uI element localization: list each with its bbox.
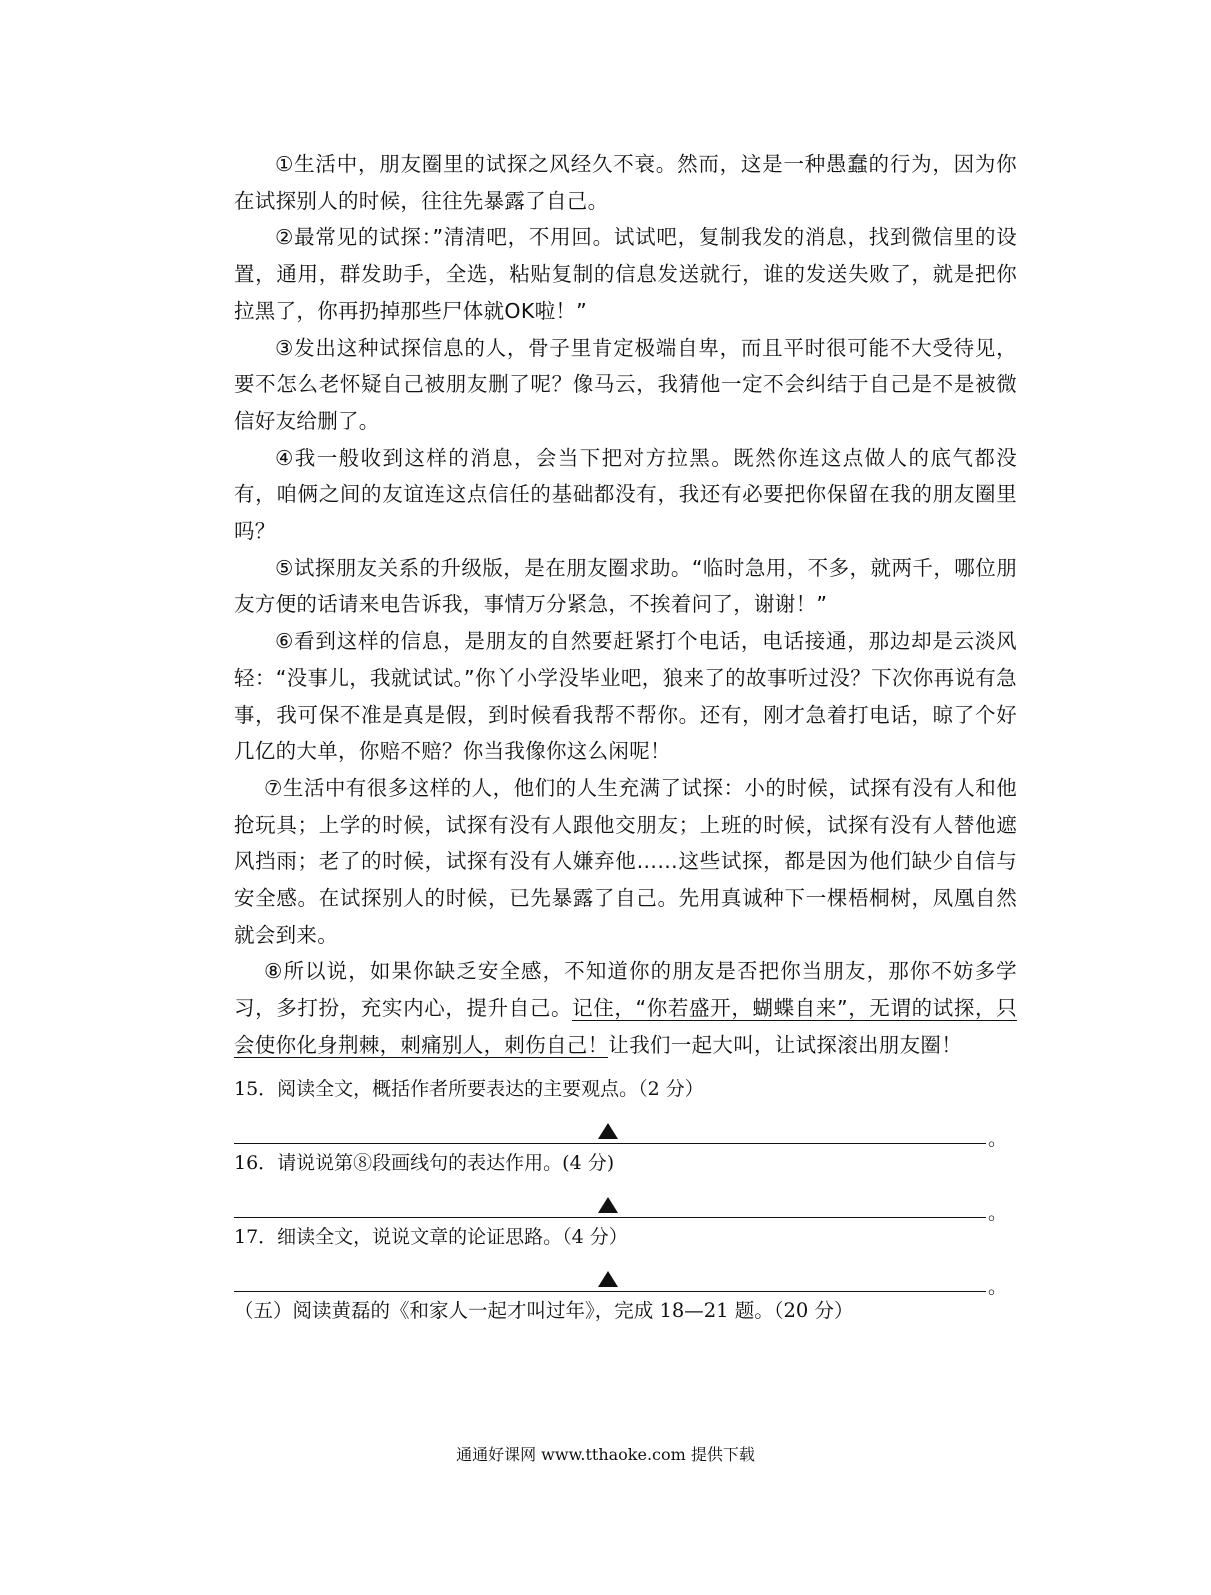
answer-underline [234, 1143, 986, 1144]
paragraph-8 [234, 953, 1017, 1063]
paragraph-5: ⑤试探朋友关系的升级版，是在朋友圈求助。“临时急用，不多，就两千，哪位朋友方便的话请来电告诉我，事情万分紧急，不挨着问了，谢谢！” [234, 555, 1017, 617]
question-17 [234, 1223, 1008, 1298]
paragraph-3: ③发出这种试探信息的人，骨子里肯定极端自卑，而且平时很可能不大受待见，要不怎么老怀疑自己被朋友删了呢？像马云，我猜他一定不会纠结于自己是不是被微信好友给删了。 [234, 335, 1017, 433]
paragraph-7: ⑦生活中有很多这样的人，他们的人生充满了试探：小的时候，试探有没有人和他抢玩具；上学的时候，试探有没有人跟他交朋友；上班的时候，试探有没有人替他遮风挡雨；老了的时候，试探有没有人嫌弃他……这些试探，都是因为他们缺少自信与安全感。在试探别人的时候，已先暴露了自己。先用真诚种下一棵梧桐树，凤凰自然就会到来。 [234, 775, 1017, 947]
end-punctuation: 。 [988, 1276, 1008, 1298]
answer-underline [234, 1291, 986, 1292]
section-five-heading: （五）阅读黄磊的《和家人一起才叫过年》，完成 18—21 题。（20 分） [234, 1299, 854, 1322]
question-prompt: 17．细读全文，说说文章的论证思路。（4 分） [234, 1226, 628, 1248]
answer-line[interactable] [234, 1177, 1008, 1224]
underlined-sentence: 记住，“你若盛开，蝴蝶自来”，无谓的试探，只会使你化身荆棘，刺痛别人，刺伤自己！ [234, 996, 1017, 1057]
question-prompt: 16．请说说第⑧段画线句的表达作用。(4 分) [234, 1152, 615, 1174]
paragraph-6: ⑥看到这样的信息，是朋友的自然要赶紧打个电话，电话接通，那边却是云淡风轻：“没事儿，我就试试。”你丫小学没毕业吧，狼来了的故事听过没？下次你再说有急事，我可保不准是真是假，到时候看我帮不帮你。还有，刚才急着打电话，晾了个好几亿的大单，你赔不赔？你当我像你这么闲呢！ [234, 629, 1017, 764]
answer-line[interactable] [234, 1103, 1008, 1150]
answer-underline [234, 1217, 986, 1218]
question-16 [234, 1149, 1008, 1224]
question-list [234, 1075, 1008, 1298]
end-punctuation: 。 [988, 1202, 1008, 1224]
answer-line[interactable] [234, 1251, 1008, 1298]
triangle-marker-icon [598, 1123, 618, 1139]
page-footer: 通通好课网 www.tthaoke.com 提供下载 [456, 1445, 755, 1464]
paragraph-4: ④我一般收到这样的消息，会当下把对方拉黑。既然你连这点做人的底气都没有，咱俩之间的友谊连这点信任的基础都没有，我还有必要把你保留在我的朋友圈里吗？ [234, 445, 1017, 544]
paragraph-2: ②最常见的试探：”清清吧，不用回。试试吧，复制我发的消息，找到微信里的设置，通用，群发助手，全选，粘贴复制的信息发送就行，谁的发送失败了，就是把你拉黑了，你再扔掉那些尸体就OK啦！” [234, 225, 1017, 323]
paragraph-8-intro: ⑧所以说，如果你缺乏安全感，不知道你的朋友是否把你当朋友，那你不妨多学习，多打扮，充实内心，提升自己。 [234, 959, 1017, 1021]
question-15 [234, 1075, 1008, 1150]
question-prompt: 15．阅读全文，概括作者所要表达的主要观点。（2 分） [234, 1078, 704, 1100]
reading-passage [234, 146, 1017, 1064]
triangle-marker-icon [598, 1197, 618, 1213]
paragraph-8-closing: 让我们一起大叫，让试探滚出朋友圈！ [608, 1032, 963, 1057]
paragraph-1: ①生活中，朋友圈里的试探之风经久不衰。然而，这是一种愚蠢的行为，因为你在试探别人的时候，往往先暴露了自己。 [234, 152, 1017, 213]
end-punctuation: 。 [988, 1128, 1008, 1150]
triangle-marker-icon [598, 1271, 618, 1287]
